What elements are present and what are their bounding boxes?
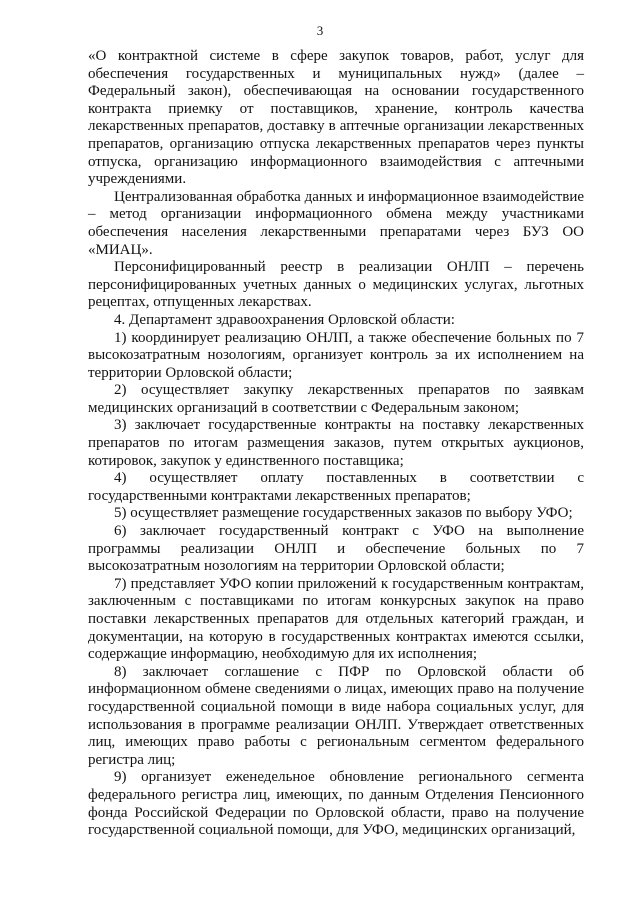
page-number: 3 xyxy=(316,23,324,38)
document-body xyxy=(88,48,584,840)
paragraph-personified-registry: Персонифицированный реестр в реализации ОНЛП – перечень персонифицированных учетных данных о медицинских услугах, льготных рецептах, отпущенных лекарствах. xyxy=(88,259,584,311)
list-item-9: 9) организует еженедельное обновление регионального сегмента федерального регистра лиц, имеющих, по данным Отделения Пенсионного фонда Российской Федерации по Орловской области, право на получение государственной социальной помощи, для УФО, медицинских организаций, xyxy=(88,769,584,839)
list-item-8: 8) заключает соглашение с ПФР по Орловской области об информационном обмене сведениями о лицах, имеющих право на получение государственной социальной помощи в виде набора социальных услуг, для использования в программе реализации ОНЛП. Утверждает ответственных лиц, имеющих право работы с региональным сегментом федерального регистра лиц; xyxy=(88,663,584,768)
list-item-2: 2) осуществляет закупку лекарственных препаратов по заявкам медицинских организаций в соответствии с Федеральным законом; xyxy=(88,382,584,416)
list-item-7: 7) представляет УФО копии приложений к государственным контрактам, заключенным с поставщиками по итогам конкурсных закупок на право поставки лекарственных препаратов для отдельных категорий граждан, и документации, на которую в государственных контрактах имеются ссылки, содержащие информацию, необходимую для их исполнения; xyxy=(88,575,584,663)
paragraph-centralized-processing: Централизованная обработка данных и информационное взаимодействие – метод организации информационного обмена между участниками обеспечения населения лекарственными препаратами через БУЗ ОО «МИАЦ». xyxy=(88,188,584,258)
list-item-4: 4) осуществляет оплату поставленных в соответствии с государственными контрактами лекарственных препаратов; xyxy=(88,470,584,504)
list-item-3: 3) заключает государственные контракты на поставку лекарственных препаратов по итогам размещения заказов, путем открытых аукционов, котировок, закупок у единственного поставщика; xyxy=(88,417,584,469)
paragraph-contract-system: «О контрактной системе в сфере закупок товаров, работ, услуг для обеспечения государственных и муниципальных нужд» (далее – Федеральный закон), обеспечивающая на основании государственного контракта приемку от поставщиков, хранение, контроль качества лекарственных препаратов, доставку в аптечные организации лекарственных препаратов, организацию отпуска лекарственных препаратов через пункты отпуска, организацию информационного взаимодействия с аптечными учреждениями. xyxy=(88,48,584,188)
list-item-5: 5) осуществляет размещение государственных заказов по выбору УФО; xyxy=(114,505,573,522)
list-item-1: 1) координирует реализацию ОНЛП, а также обеспечение больных по 7 высокозатратным нозологиям, организует контроль за их исполнением на территории Орловской области; xyxy=(88,329,584,381)
paragraph-department-heading: 4. Департамент здравоохранения Орловской области: xyxy=(114,311,455,328)
list-item-6: 6) заключает государственный контракт с УФО на выполнение программы реализации ОНЛП и обеспечение больных по 7 высокозатратным нозологиям на территории Орловской области; xyxy=(88,523,584,575)
